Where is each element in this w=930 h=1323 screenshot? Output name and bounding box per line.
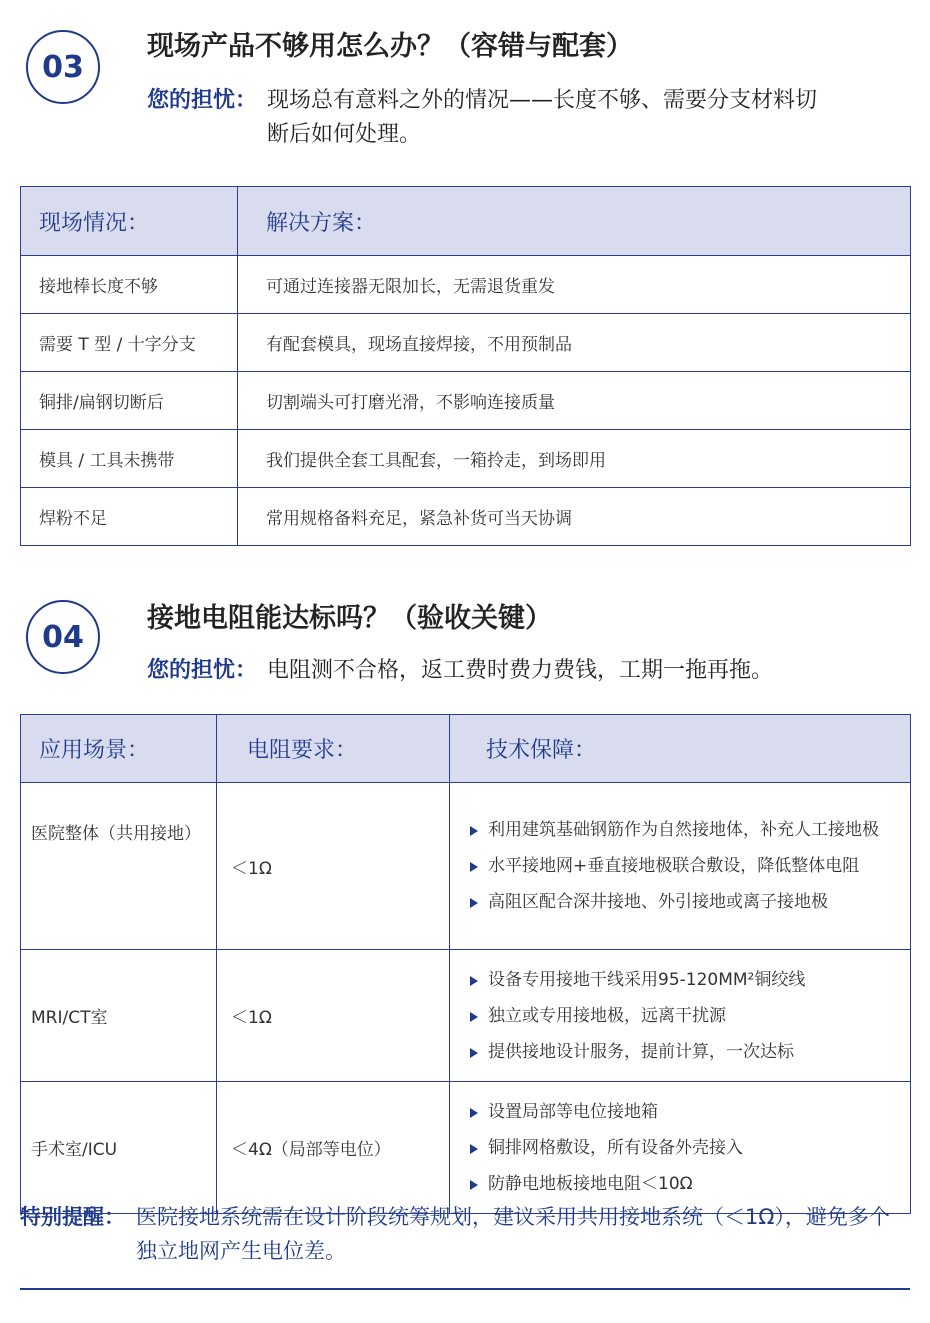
tech-item-text: 铜排网格敷设，所有设备外壳接入 [488,1137,743,1158]
tech-item-text: 高阻区配合深井接地、外引接地或离子接地极 [488,892,828,912]
table-row [21,783,911,950]
scene-cell: 医院整体（共用接地） [21,783,217,950]
tech-item-text: 设置局部等电位接地箱 [488,1101,658,1122]
concern-block [147,84,927,154]
table-header-requirement: 电阻要求： [217,715,450,783]
tech-cell [450,950,911,1082]
table-header-solution: 解决方案： [238,187,911,256]
triangle-bullet-icon [470,1048,478,1058]
section-title: 接地电阻能达标吗？（验收关键） [147,603,552,634]
situation-cell: 焊粉不足 [21,488,238,546]
list-item [460,998,909,1034]
triangle-bullet-icon [470,1012,478,1022]
tech-cell [450,1082,911,1214]
concern-label: 您的担忧： [147,88,258,113]
table-row [21,256,911,314]
situation-cell: 铜排/扁钢切断后 [21,372,238,430]
triangle-bullet-icon [470,826,478,836]
table-row [21,488,911,546]
triangle-bullet-icon [470,862,478,872]
solution-cell: 切割端头可打磨光滑，不影响连接质量 [238,372,911,430]
scene-cell: 手术室/ICU [21,1082,217,1214]
concern-label: 您的担忧： [147,658,258,683]
table-row [21,314,911,372]
requirement-cell: ＜1Ω [217,950,450,1082]
solution-cell: 我们提供全套工具配套，一箱拎走，到场即用 [238,430,911,488]
tech-item-text: 水平接地网+垂直接地极联合敷设，降低整体电阻 [488,856,860,876]
list-item [460,1094,909,1130]
triangle-bullet-icon [470,898,478,908]
list-item [460,848,909,884]
tech-item-text: 设备专用接地干线采用95-120MM²铜绞线 [488,969,806,990]
concern-text: 现场总有意料之外的情况——长度不够、需要分支材料切断后如何处理。 [267,88,818,147]
situation-cell: 模具 / 工具未携带 [21,430,238,488]
reminder-label: 特别提醒： [20,1205,125,1229]
tech-list [460,812,909,920]
bottom-divider [20,1288,910,1290]
concern-block [147,654,927,688]
list-item [460,812,909,848]
special-reminder [20,1200,910,1270]
table-row [21,1082,911,1214]
site-solutions-table [20,186,911,546]
situation-cell: 接地棒长度不够 [21,256,238,314]
table-row [21,430,911,488]
concern-text: 电阻测不合格，返工费时费力费钱，工期一拖再拖。 [267,658,774,683]
tech-item-text: 利用建筑基础钢筋作为自然接地体，补充人工接地极 [488,820,879,840]
list-item [460,884,909,920]
situation-cell: 需要 T 型 / 十字分支 [21,314,238,372]
table-header-scene: 应用场景： [21,715,217,783]
requirement-cell: ＜4Ω（局部等电位） [217,1082,450,1214]
table-row [21,372,911,430]
list-item [460,962,909,998]
reminder-text: 医院接地系统需在设计阶段统筹规划，建议采用共用接地系统（＜1Ω），避免多个独立地网产生电位差。 [136,1205,890,1263]
triangle-bullet-icon [470,1144,478,1154]
triangle-bullet-icon [470,976,478,986]
solution-cell: 有配套模具，现场直接焊接，不用预制品 [238,314,911,372]
list-item [460,1130,909,1166]
table-row [21,950,911,1082]
tech-list [460,1094,909,1202]
resistance-table [20,714,911,1214]
solution-cell: 可通过连接器无限加长，无需退货重发 [238,256,911,314]
tech-item-text: 独立或专用接地极，远离干扰源 [488,1005,726,1026]
section-number-badge: 04 [26,600,100,674]
table-header-situation: 现场情况： [21,187,238,256]
tech-cell [450,783,911,950]
tech-item-text: 提供接地设计服务，提前计算，一次达标 [488,1041,794,1062]
section-number-badge: 03 [26,30,100,104]
triangle-bullet-icon [470,1180,478,1190]
triangle-bullet-icon [470,1108,478,1118]
tech-item-text: 防静电地板接地电阻＜10Ω [488,1173,693,1194]
tech-list [460,962,909,1070]
section-title: 现场产品不够用怎么办？（容错与配套） [147,31,633,62]
list-item [460,1034,909,1070]
scene-cell: MRI/CT室 [21,950,217,1082]
solution-cell: 常用规格备料充足，紧急补货可当天协调 [238,488,911,546]
list-item [460,1166,909,1202]
requirement-cell: ＜1Ω [217,783,450,950]
table-header-tech: 技术保障： [450,715,911,783]
